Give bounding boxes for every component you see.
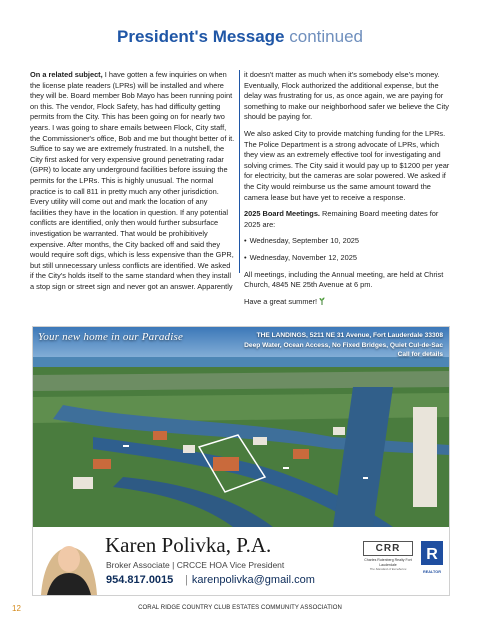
meeting-date: Wednesday, November 12, 2025 xyxy=(249,252,357,262)
aerial-photo xyxy=(33,327,449,527)
funding-paragraph: We also asked City to provide matching funding for the LPRs. The Police Department is a strong advocate of LPRs, which they view as an extremely effective tool for investigating and solving crimes. The City said it would pay up to $1200 per year for electricity, but the cameras are solar powered. We asked if the City would reimburse us the same amount toward the camera lease but have yet to receive a response. xyxy=(244,128,450,202)
lpr-lead: On a related subject, xyxy=(30,70,103,79)
title-main: President's Message xyxy=(117,27,285,46)
svg-text:R: R xyxy=(426,546,438,563)
bullet-icon: • xyxy=(244,236,247,246)
real-estate-ad[interactable] xyxy=(32,326,450,596)
board-meetings-paragraph xyxy=(244,209,451,230)
lpr-body: I have gotten a few inquiries on when the license plate readers (LPRs) will be installed and where they will be. Board member Bob Mayo has been running point on this. The vendor, Flock Safety, has had difficulty getting permits from the City. This has been going on for nearly two years. I was going to share emails between Flock, City staff, the Commissioner's office, Bob and me but thought better of it. Suffice to say we are extremely frustrated. In a nutshell, the City first asked for very expensive ground penetrating radar (GPR) to locate any underground facilities before issuing the permits for the LPRs. This is highly unusual. The normal practice is to call 811 in pretty much any other jurisdiction. Every utility will come out and mark the location of any facilities they have in the location in question. If any potential conflicts are identified, only then would further subsurface investigation be warranted. That would be prohibitively expensive. After months, the City backed off and said they would require soft digs, which is less expensive than the GPR, but still unnecessary unless conflicts are identified. We asked if the City's holds itself to the same standard when they install a stop sign or street sign and never got an answer. Apparently xyxy=(30,70,235,291)
realtor-label: REALTOR xyxy=(423,570,441,574)
brokerage-logo xyxy=(363,541,413,571)
brokerage-tagline: The Standard of Excellence xyxy=(369,567,407,571)
agent-phone[interactable]: 954.817.0015 xyxy=(106,574,174,586)
agent-email-text[interactable]: karenpolivka@gmail.com xyxy=(191,574,315,586)
lpr-paragraph xyxy=(30,70,235,292)
closing-text: Have a great summer! xyxy=(244,296,318,306)
list-item xyxy=(244,236,451,247)
agent-role: Broker Associate | CRCCE HOA Vice President xyxy=(106,560,285,570)
listing-address: THE LANDINGS, 5211 NE 31 Avenue, Fort Lauderdale 33308 xyxy=(256,332,443,339)
brokerage-name: Charles Rutenberg Realty Fort Lauderdale xyxy=(364,558,412,567)
listing-cta: Call for details xyxy=(397,351,443,358)
right-column xyxy=(244,70,451,313)
closing-paragraph xyxy=(244,297,451,308)
left-column xyxy=(30,70,235,298)
list-item xyxy=(244,253,451,264)
agent-photo xyxy=(33,527,103,595)
meeting-location-paragraph: All meetings, including the Annual meeting, are held at Christ Church, 4845 NE 25th Avenue at 6 pm. xyxy=(244,269,444,290)
page-title xyxy=(0,26,480,48)
meeting-list xyxy=(244,236,451,263)
bullet-icon: • xyxy=(244,252,247,262)
listing-features: Deep Water, Ocean Access, No Fixed Bridges, Quiet Cul-de-Sac xyxy=(244,341,443,349)
realtor-icon xyxy=(421,541,443,565)
column-divider xyxy=(239,70,240,273)
brokerage-logo-mark xyxy=(363,541,413,556)
brokerage-logo-text: CRR xyxy=(375,543,401,554)
board-meetings-lead: 2025 Board Meetings. xyxy=(244,209,320,219)
listing-details xyxy=(244,331,443,360)
title-continued: continued xyxy=(289,27,363,46)
ad-headline: Your new home in our Paradise xyxy=(38,331,184,343)
separator: | xyxy=(185,574,188,586)
money-paragraph: it doesn't matter as much when it's somebody else's money. Eventually, Flock authorized the additional expense, but the delay was frustrating for us, as once again, we are paying for something to make our neighborhood safer we believe the City should be paying for. xyxy=(244,70,450,122)
agent-panel xyxy=(33,527,449,595)
meeting-date: Wednesday, September 10, 2025 xyxy=(249,236,360,246)
plant-icon xyxy=(319,297,325,305)
footer-association: CORAL RIDGE COUNTRY CLUB ESTATES COMMUNITY ASSOCIATION xyxy=(138,605,342,611)
agent-email[interactable] xyxy=(181,574,315,586)
realtor-logo xyxy=(421,541,443,574)
agent-name: Karen Polivka, P.A. xyxy=(105,533,272,557)
board-meetings-body: Remaining Board meeting dates for 2025 are: xyxy=(244,209,439,229)
page-number: 12 xyxy=(12,604,21,613)
